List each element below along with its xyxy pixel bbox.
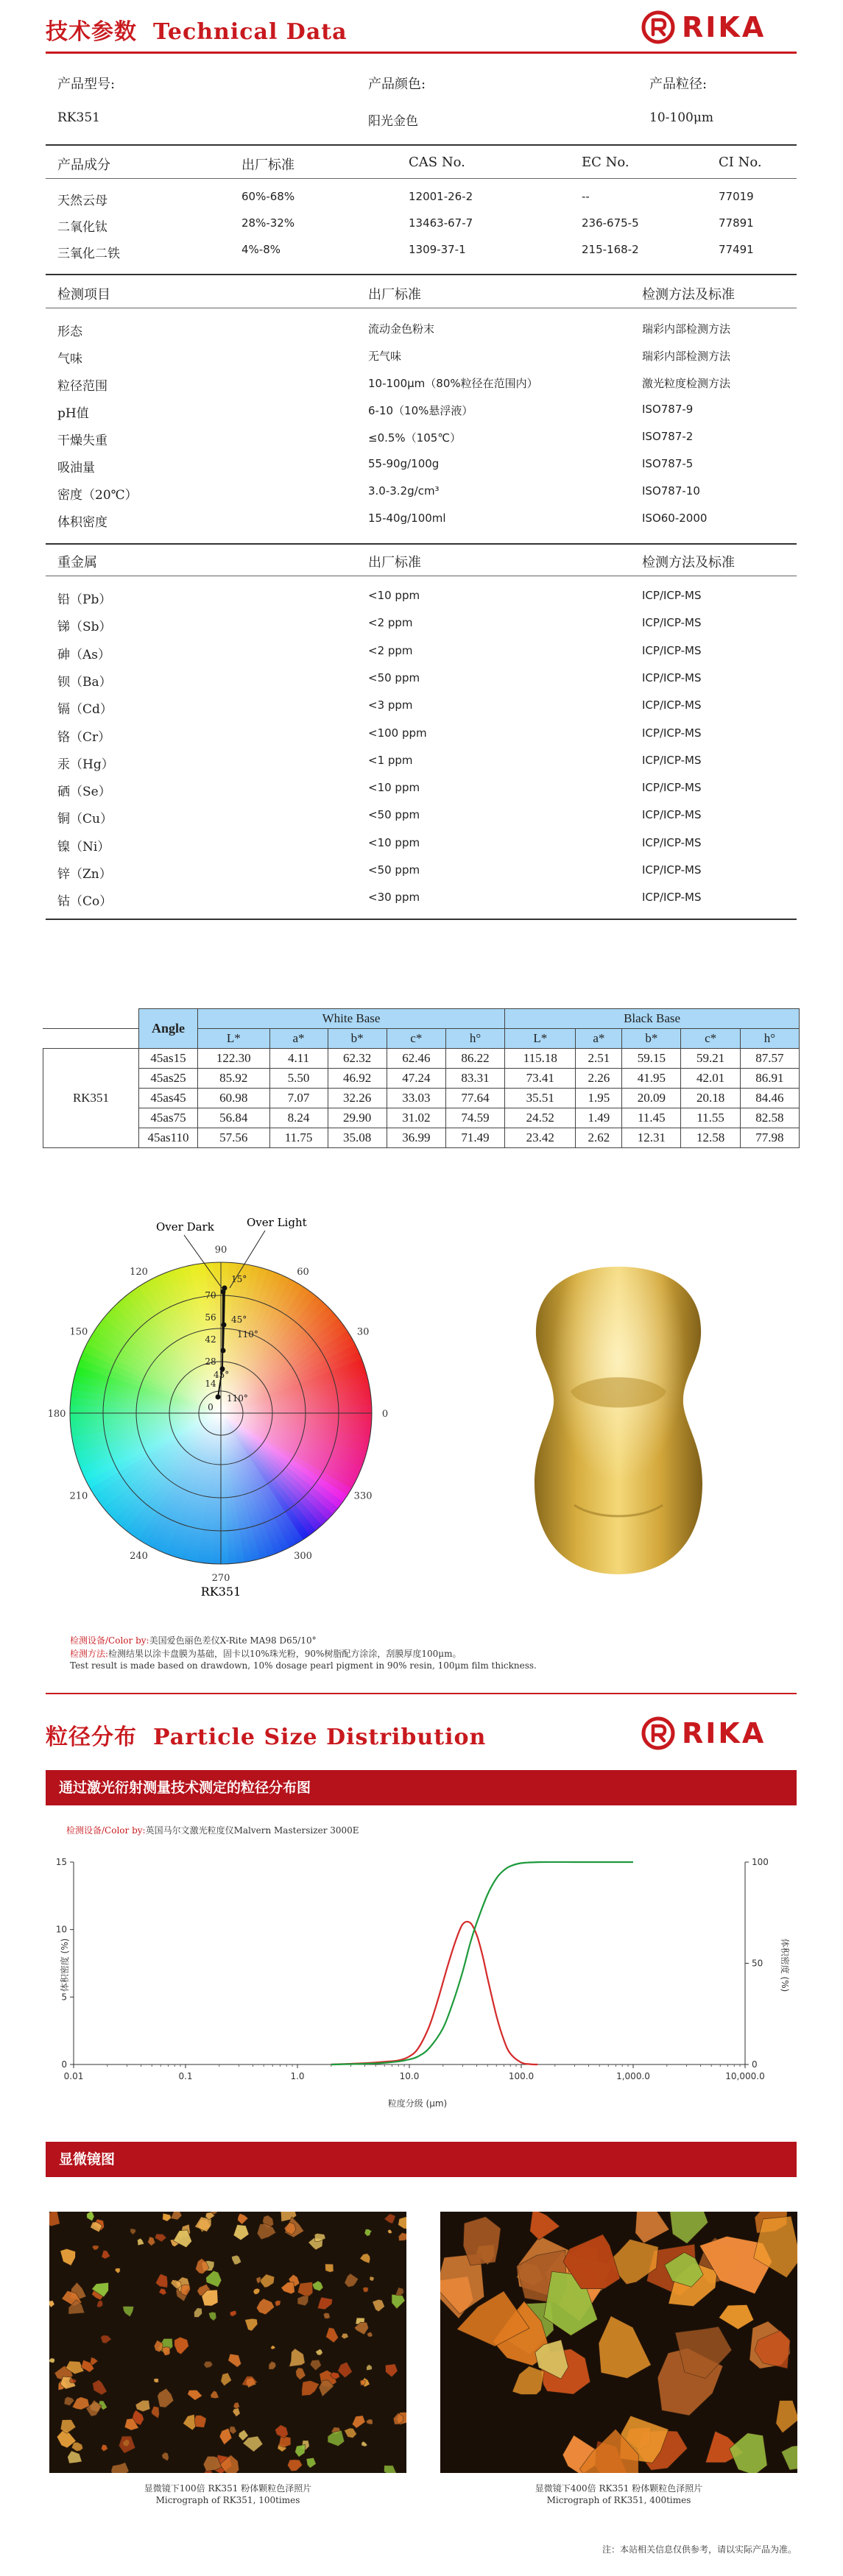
black-value-cell: 23.42 bbox=[505, 1128, 576, 1148]
metal-cell: ICP/ICP-MS bbox=[642, 835, 702, 849]
particle bbox=[323, 2313, 330, 2318]
composition-cell: 215-168-2 bbox=[582, 243, 639, 256]
rika-logo-icon bbox=[641, 1716, 676, 1751]
white-value-cell: 7.07 bbox=[269, 1089, 328, 1108]
black-value-cell: 35.51 bbox=[505, 1089, 576, 1108]
x-tick-label: 100.0 bbox=[508, 2071, 535, 2081]
testing-cell: 气味 bbox=[57, 352, 82, 367]
composition-cell: 60%-68% bbox=[241, 190, 295, 203]
metal-cell: 钡（Ba） bbox=[57, 674, 112, 690]
metal-cell: ICP/ICP-MS bbox=[642, 808, 702, 822]
sample-highlight bbox=[535, 1267, 702, 1574]
metal-cell: 镍（Ni） bbox=[57, 839, 110, 854]
testing-cell: 流动金色粉末 bbox=[368, 322, 435, 336]
x-axis-label: 粒度分级 (μm) bbox=[387, 2098, 448, 2109]
caption-100x-en: Micrograph of RK351, 100times bbox=[155, 2495, 300, 2505]
metal-cell: 锌（Zn） bbox=[57, 867, 112, 882]
black-value-cell: 12.58 bbox=[681, 1128, 740, 1148]
test-header-1: 出厂标准 bbox=[368, 287, 421, 302]
test-header-0: 检测项目 bbox=[57, 287, 110, 302]
black-value-cell: 59.15 bbox=[622, 1049, 681, 1069]
composition-cell: 1309-37-1 bbox=[409, 243, 466, 256]
black-value-cell: 115.18 bbox=[505, 1049, 576, 1069]
x-tick-label: 10,000.0 bbox=[725, 2071, 765, 2081]
metal-cell: 钴（Co） bbox=[57, 894, 113, 910]
chart-series bbox=[331, 1862, 633, 2064]
white-base-header: White Base bbox=[198, 1009, 505, 1029]
over-light-label: Over Light bbox=[247, 1216, 307, 1229]
size-value: 10-100μm bbox=[649, 110, 713, 125]
angle-cell: 45as75 bbox=[139, 1108, 198, 1128]
comp-header-3: EC No. bbox=[582, 155, 629, 170]
comp-header-4: CI No. bbox=[719, 155, 762, 170]
angle-tick: 180 bbox=[47, 1409, 66, 1420]
color-sample-shape bbox=[530, 1262, 707, 1579]
color-row bbox=[43, 1089, 800, 1108]
caption-400x-en: Micrograph of RK351, 400times bbox=[546, 2495, 691, 2505]
white-value-cell: 8.24 bbox=[269, 1108, 328, 1128]
rika-logo bbox=[641, 1715, 795, 1752]
white-value-cell: 77.64 bbox=[445, 1089, 504, 1108]
microscope-banner: 显微镜图 bbox=[46, 2142, 797, 2177]
divider bbox=[46, 543, 797, 545]
testing-cell: 无气味 bbox=[368, 350, 402, 363]
micrograph-100x bbox=[49, 2212, 406, 2473]
testing-cell: 粒径范围 bbox=[57, 379, 107, 394]
over-dark-label: Over Dark bbox=[156, 1220, 214, 1234]
angle-tick: 150 bbox=[69, 1326, 88, 1338]
angle-cell: 45as15 bbox=[139, 1049, 198, 1069]
metal-cell: <30 ppm bbox=[368, 891, 420, 905]
white-value-cell: 71.49 bbox=[445, 1128, 504, 1148]
angle-tick: 300 bbox=[294, 1551, 312, 1563]
black-col-4: h° bbox=[740, 1029, 799, 1049]
point-label: 110° bbox=[227, 1393, 248, 1404]
black-value-cell: 11.55 bbox=[681, 1108, 740, 1128]
micrograph-400x bbox=[440, 2212, 797, 2473]
white-value-cell: 31.02 bbox=[387, 1108, 445, 1128]
testing-cell: 形态 bbox=[57, 325, 82, 339]
color-row bbox=[43, 1069, 800, 1089]
rika-logo-icon bbox=[641, 10, 676, 45]
metal-cell: ICP/ICP-MS bbox=[642, 781, 702, 795]
composition-cell: 77019 bbox=[719, 190, 754, 203]
particle bbox=[363, 2287, 368, 2292]
radial-tick: 56 bbox=[205, 1312, 216, 1323]
metal-cell: 镉（Cd） bbox=[57, 702, 113, 718]
title-en: Technical Data bbox=[153, 19, 348, 45]
white-col-3: c* bbox=[387, 1029, 445, 1049]
white-col-4: h° bbox=[445, 1029, 504, 1049]
caption-400x-cn: 显微镜下400倍 RK351 粉体颗粒色泽照片 bbox=[535, 2483, 703, 2494]
metal-cell: <2 ppm bbox=[368, 643, 413, 657]
testing-cell: ≤0.5%（105℃） bbox=[368, 431, 462, 445]
white-value-cell: 29.90 bbox=[328, 1108, 387, 1128]
metal-cell: ICP/ICP-MS bbox=[642, 643, 702, 657]
composition-cell: 28%-32% bbox=[241, 216, 295, 230]
metal-header-2: 检测方法及标准 bbox=[642, 555, 735, 570]
white-value-cell: 36.99 bbox=[387, 1128, 445, 1148]
angle-tick: 270 bbox=[211, 1573, 230, 1584]
x-tick-label: 0.01 bbox=[63, 2071, 84, 2081]
header-divider bbox=[46, 52, 797, 54]
particle bbox=[154, 2378, 159, 2382]
particle bbox=[463, 2217, 501, 2265]
white-value-cell: 62.32 bbox=[328, 1049, 387, 1069]
white-col-2: b* bbox=[328, 1029, 387, 1049]
testing-cell: ISO787-5 bbox=[642, 457, 694, 470]
testing-cell: 10-100μm（80%粒径在范围内） bbox=[368, 377, 538, 390]
black-value-cell: 84.46 bbox=[740, 1089, 799, 1108]
particle bbox=[325, 2264, 334, 2272]
device-note: 检测设备/Color by:美国爱色丽色差仪X-Rite MA98 D65/10° bbox=[70, 1635, 317, 1646]
metal-cell: <10 ppm bbox=[368, 835, 420, 849]
black-base-header: Black Base bbox=[505, 1009, 800, 1029]
footer-note: 注：本站相关信息仅供参考，请以实际产品为准。 bbox=[602, 2544, 797, 2555]
testing-cell: 55-90g/100g bbox=[368, 457, 440, 470]
white-value-cell: 35.08 bbox=[328, 1128, 387, 1148]
metal-cell: ICP/ICP-MS bbox=[642, 753, 702, 767]
y2-axis-label: 体积密度 (%) bbox=[780, 1938, 790, 1992]
color-wheel-chart bbox=[44, 1214, 398, 1604]
point-label: 45° bbox=[214, 1370, 230, 1380]
point-label: 45° bbox=[231, 1314, 247, 1325]
x-tick-label: 1,000.0 bbox=[616, 2071, 650, 2081]
metal-cell: <10 ppm bbox=[368, 589, 420, 602]
y-tick-label: 15 bbox=[55, 1857, 67, 1867]
black-value-cell: 2.51 bbox=[576, 1049, 622, 1069]
black-value-cell: 2.62 bbox=[576, 1128, 622, 1148]
metal-cell: 铬（Cr） bbox=[57, 729, 111, 745]
psd-banner: 通过激光衍射测量技术测定的粒径分布图 bbox=[46, 1770, 797, 1805]
point-label: 15° bbox=[231, 1274, 247, 1284]
color-data-table bbox=[43, 1008, 800, 1148]
testing-cell: 体积密度 bbox=[57, 515, 107, 530]
metal-cell: ICP/ICP-MS bbox=[642, 589, 702, 602]
testing-cell: ISO787-9 bbox=[642, 403, 694, 416]
point-label: 110° bbox=[237, 1329, 258, 1340]
black-value-cell: 86.91 bbox=[740, 1069, 799, 1089]
black-value-cell: 1.95 bbox=[576, 1089, 622, 1108]
y2-tick-label: 100 bbox=[752, 1857, 769, 1867]
measurement-point bbox=[221, 1348, 226, 1354]
y-tick-label: 5 bbox=[61, 1992, 67, 2003]
metal-cell: <100 ppm bbox=[368, 726, 427, 740]
page-title bbox=[46, 13, 348, 46]
white-value-cell: 46.92 bbox=[328, 1069, 387, 1089]
white-value-cell: 57.56 bbox=[198, 1128, 270, 1148]
method-note-en: Test result is made based on drawdown, 10% dosage pearl pigment in 90% resin, 100μm film thickness. bbox=[70, 1660, 537, 1671]
cumulative-series-line bbox=[331, 1862, 633, 2064]
angle-tick: 210 bbox=[69, 1490, 88, 1502]
composition-cell: 77491 bbox=[719, 243, 754, 256]
white-value-cell: 74.59 bbox=[445, 1108, 504, 1128]
divider bbox=[46, 274, 797, 275]
angle-tick: 60 bbox=[297, 1266, 309, 1278]
black-col-3: c* bbox=[681, 1029, 740, 1049]
logo-text: RIKA bbox=[682, 1717, 766, 1749]
title-cn: 技术参数 bbox=[46, 19, 137, 45]
radial-tick: 14 bbox=[205, 1379, 216, 1389]
comp-header-1: 出厂标准 bbox=[241, 158, 294, 173]
radial-tick: 0 bbox=[208, 1402, 214, 1412]
y-tick-label: 10 bbox=[55, 1924, 67, 1935]
measurement-point bbox=[222, 1323, 227, 1328]
angle-cell: 45as110 bbox=[139, 1128, 198, 1148]
radial-tick: 42 bbox=[205, 1334, 216, 1345]
composition-cell: 三氧化二铁 bbox=[57, 247, 120, 261]
angle-tick: 240 bbox=[130, 1551, 148, 1563]
measurement-point bbox=[216, 1395, 221, 1400]
y2-tick-label: 50 bbox=[752, 1958, 763, 1969]
metal-cell: ICP/ICP-MS bbox=[642, 891, 702, 905]
metal-cell: <50 ppm bbox=[368, 808, 420, 822]
black-value-cell: 11.45 bbox=[622, 1108, 681, 1128]
testing-cell: 吸油量 bbox=[57, 461, 95, 475]
black-value-cell: 24.52 bbox=[505, 1108, 576, 1128]
metal-cell: 锑（Sb） bbox=[57, 620, 112, 635]
metal-cell: 砷（As） bbox=[57, 647, 111, 662]
black-col-2: b* bbox=[622, 1029, 681, 1049]
testing-cell: 激光粒度检测方法 bbox=[642, 377, 731, 390]
metal-cell: 汞（Hg） bbox=[57, 757, 114, 772]
white-value-cell: 47.24 bbox=[387, 1069, 445, 1089]
rika-logo bbox=[641, 9, 795, 46]
radial-tick: 28 bbox=[205, 1356, 216, 1367]
white-value-cell: 62.46 bbox=[387, 1049, 445, 1069]
particle bbox=[194, 2416, 206, 2428]
metal-cell: ICP/ICP-MS bbox=[642, 863, 702, 877]
black-value-cell: 41.95 bbox=[622, 1069, 681, 1089]
white-value-cell: 5.50 bbox=[269, 1069, 328, 1089]
black-value-cell: 20.18 bbox=[681, 1089, 740, 1108]
method-note: 检测方法:检测结果以涂卡盘膜为基础，固卡以10%珠光粉，90%树脂配方涂涂，刮膜厚度100μm。 bbox=[70, 1649, 462, 1659]
logo-text: RIKA bbox=[682, 11, 766, 43]
testing-cell: 瑞彩内部检测方法 bbox=[642, 350, 731, 363]
metal-cell: <50 ppm bbox=[368, 863, 420, 877]
white-value-cell: 32.26 bbox=[328, 1089, 387, 1108]
comp-header-0: 产品成分 bbox=[57, 158, 110, 173]
metal-cell: <2 ppm bbox=[368, 616, 413, 630]
composition-cell: -- bbox=[582, 190, 590, 203]
divider bbox=[46, 919, 797, 920]
white-value-cell: 85.92 bbox=[198, 1069, 270, 1089]
black-value-cell: 73.41 bbox=[505, 1069, 576, 1089]
testing-cell: 6-10（10%悬浮液） bbox=[368, 404, 473, 417]
white-col-1: a* bbox=[269, 1029, 328, 1049]
testing-cell: ISO787-10 bbox=[642, 484, 700, 498]
metal-cell: ICP/ICP-MS bbox=[642, 616, 702, 630]
metal-cell: <3 ppm bbox=[368, 698, 413, 712]
model-value: RK351 bbox=[57, 110, 100, 125]
composition-cell: 236-675-5 bbox=[582, 216, 639, 230]
testing-cell: ISO60-2000 bbox=[642, 512, 708, 525]
black-col-1: a* bbox=[576, 1029, 622, 1049]
angle-header: Angle bbox=[139, 1009, 198, 1049]
black-value-cell: 1.49 bbox=[576, 1108, 622, 1128]
psd-title: 粒径分布 Particle Size Distribution bbox=[46, 1724, 487, 1750]
radial-tick: 70 bbox=[205, 1290, 216, 1301]
white-value-cell: 83.31 bbox=[445, 1069, 504, 1089]
black-value-cell: 87.57 bbox=[740, 1049, 799, 1069]
composition-cell: 77891 bbox=[719, 216, 754, 230]
y2-tick-label: 0 bbox=[752, 2059, 758, 2070]
chart-axes bbox=[56, 1857, 769, 2081]
white-value-cell: 56.84 bbox=[198, 1108, 270, 1128]
color-value: 阳光金色 bbox=[368, 114, 418, 129]
divider bbox=[46, 144, 797, 146]
composition-cell: 天然云母 bbox=[57, 194, 107, 208]
color-row bbox=[43, 1108, 800, 1128]
y-axis-label: 体积密度 (%) bbox=[60, 1938, 70, 1992]
color-row bbox=[43, 1049, 800, 1069]
testing-cell: 3.0-3.2g/cm³ bbox=[368, 484, 440, 498]
divider bbox=[46, 178, 797, 179]
testing-cell: pH值 bbox=[57, 406, 89, 421]
angle-cell: 45as45 bbox=[139, 1089, 198, 1108]
metal-cell: 铜（Cu） bbox=[57, 812, 113, 827]
metal-cell: ICP/ICP-MS bbox=[642, 726, 702, 740]
caption-100x-cn: 显微镜下100倍 RK351 粉体颗粒色泽照片 bbox=[144, 2483, 312, 2494]
metal-cell: ICP/ICP-MS bbox=[642, 698, 702, 712]
particle bbox=[49, 2358, 55, 2363]
color-label: 产品颜色: bbox=[368, 77, 426, 92]
psd-device-note: 检测设备/Color by:英国马尔文激光粒度仪Malvern Mastersizer 3000E bbox=[66, 1825, 359, 1836]
x-tick-label: 10.0 bbox=[399, 2071, 420, 2081]
particle bbox=[70, 2379, 77, 2383]
y-tick-label: 0 bbox=[61, 2059, 67, 2070]
test-header-2: 检测方法及标准 bbox=[642, 287, 735, 302]
white-col-0: L* bbox=[198, 1029, 270, 1049]
white-value-cell: 33.03 bbox=[387, 1089, 445, 1108]
black-col-0: L* bbox=[505, 1029, 576, 1049]
testing-cell: 15-40g/100ml bbox=[368, 512, 446, 525]
white-value-cell: 122.30 bbox=[198, 1049, 270, 1069]
wheel-label: RK351 bbox=[200, 1585, 241, 1599]
metal-cell: <10 ppm bbox=[368, 781, 420, 795]
angle-tick: 90 bbox=[214, 1245, 227, 1256]
metal-header-0: 重金属 bbox=[57, 555, 97, 570]
composition-cell: 12001-26-2 bbox=[409, 190, 473, 203]
white-value-cell: 4.11 bbox=[269, 1049, 328, 1069]
metal-cell: <50 ppm bbox=[368, 670, 420, 684]
white-value-cell: 11.75 bbox=[269, 1128, 328, 1148]
white-value-cell: 86.22 bbox=[445, 1049, 504, 1069]
metal-cell: ICP/ICP-MS bbox=[642, 670, 702, 684]
comp-header-2: CAS No. bbox=[409, 155, 465, 170]
black-value-cell: 12.31 bbox=[622, 1128, 681, 1148]
testing-cell: 密度（20℃） bbox=[57, 488, 138, 503]
black-value-cell: 77.98 bbox=[740, 1128, 799, 1148]
section-divider bbox=[46, 1693, 797, 1694]
black-value-cell: 20.09 bbox=[622, 1089, 681, 1108]
angle-cell: 45as25 bbox=[139, 1069, 198, 1089]
testing-cell: ISO787-2 bbox=[642, 430, 694, 443]
black-value-cell: 42.01 bbox=[681, 1069, 740, 1089]
angle-tick: 30 bbox=[356, 1326, 370, 1338]
testing-cell: 瑞彩内部检测方法 bbox=[642, 322, 731, 336]
angle-tick: 0 bbox=[381, 1409, 389, 1420]
composition-cell: 13463-67-7 bbox=[409, 216, 473, 230]
x-tick-label: 0.1 bbox=[178, 2071, 193, 2081]
black-value-cell: 82.58 bbox=[740, 1108, 799, 1128]
white-value-cell: 60.98 bbox=[198, 1089, 270, 1108]
x-tick-label: 1.0 bbox=[290, 2071, 305, 2081]
angle-tick: 120 bbox=[130, 1266, 148, 1278]
product-name-cell: RK351 bbox=[43, 1049, 139, 1148]
testing-cell: 干燥失重 bbox=[57, 434, 107, 448]
size-label: 产品粒径: bbox=[649, 77, 708, 92]
metal-header-1: 出厂标准 bbox=[368, 555, 421, 570]
composition-cell: 4%-8% bbox=[241, 243, 281, 256]
black-value-cell: 59.21 bbox=[681, 1049, 740, 1069]
metal-cell: <1 ppm bbox=[368, 753, 413, 767]
particle-size-chart bbox=[46, 1840, 797, 2112]
model-label: 产品型号: bbox=[57, 77, 116, 92]
composition-cell: 二氧化钛 bbox=[57, 220, 107, 235]
black-value-cell: 2.26 bbox=[576, 1069, 622, 1089]
color-row bbox=[43, 1128, 800, 1148]
metal-cell: 铅（Pb） bbox=[57, 592, 112, 607]
angle-tick: 330 bbox=[353, 1490, 373, 1502]
metal-cell: 硒（Se） bbox=[57, 785, 111, 800]
